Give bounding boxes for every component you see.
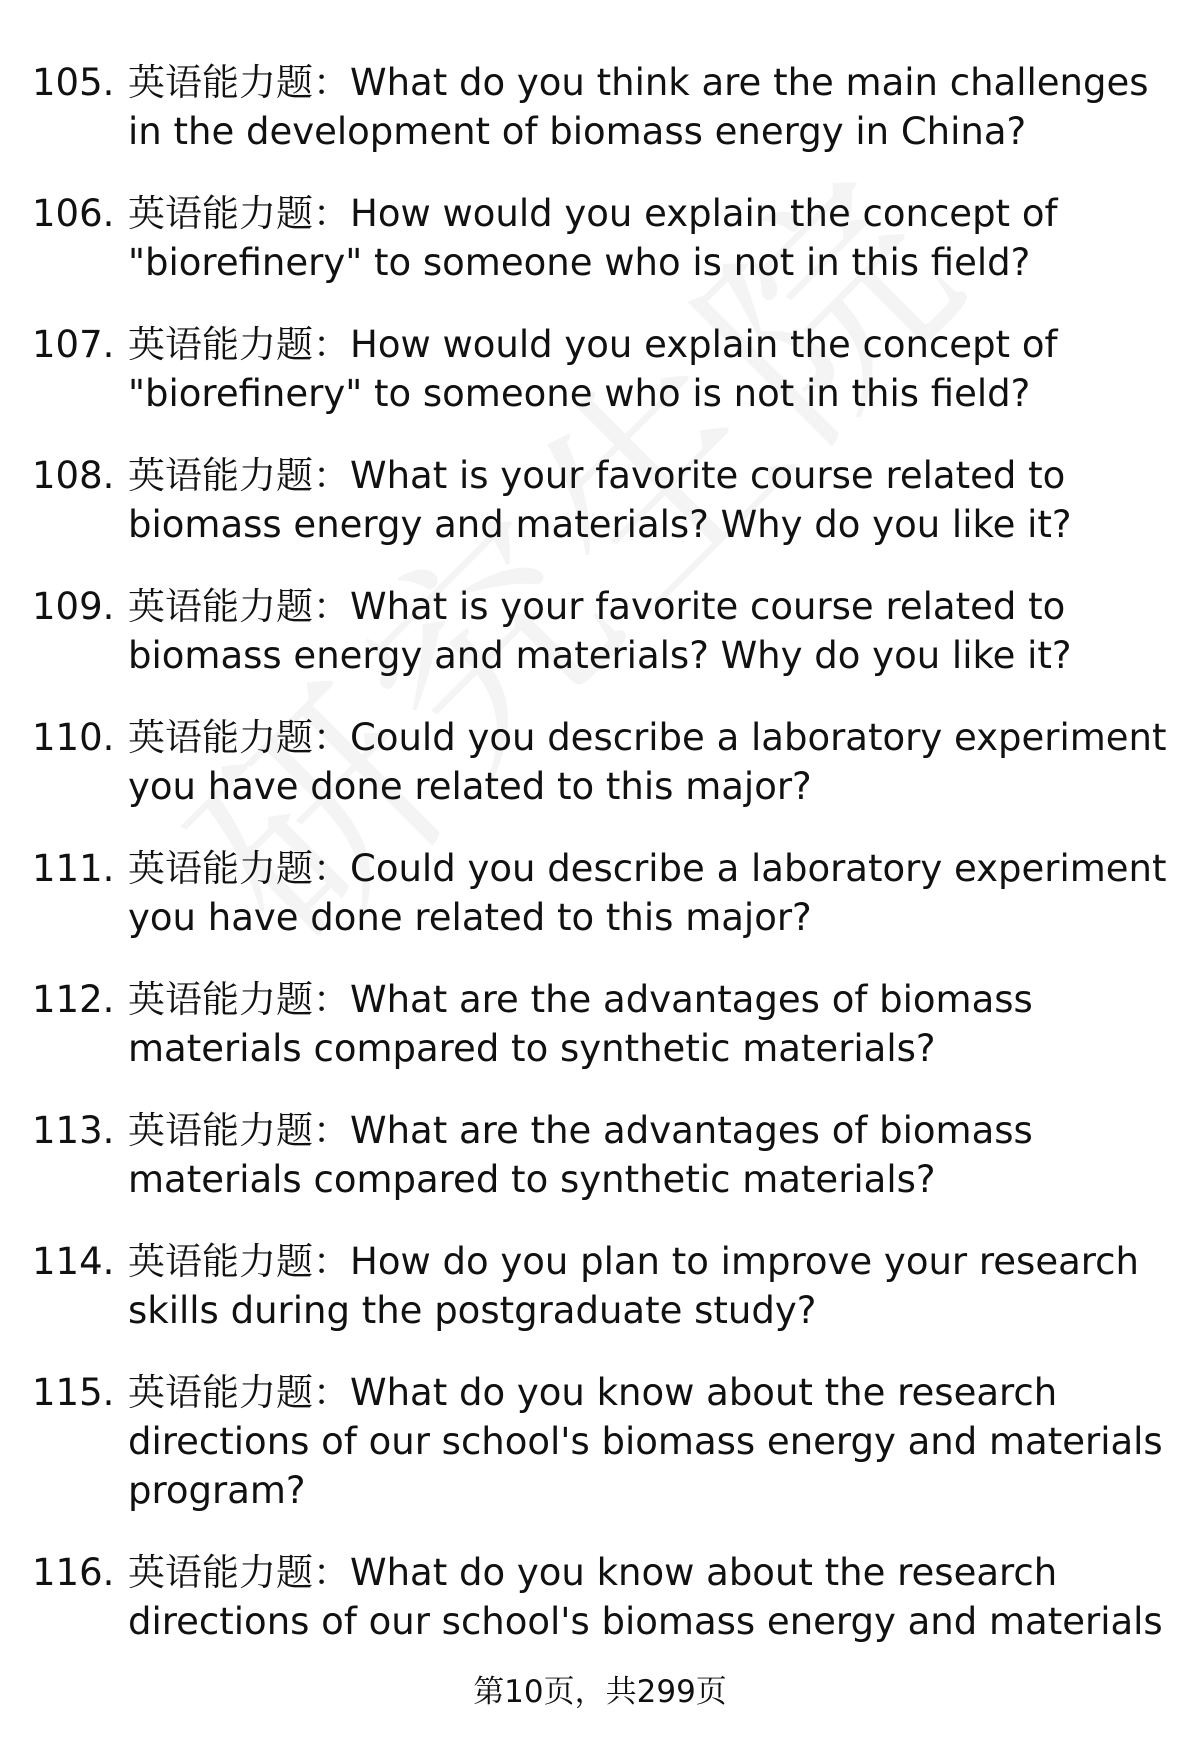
question-number: 112. <box>32 978 115 1021</box>
question-number: 106. <box>32 192 115 235</box>
question-list <box>32 58 1172 1679</box>
question-body <box>128 975 1168 1073</box>
question-body <box>128 1548 1168 1646</box>
question-number: 110. <box>32 716 115 759</box>
question-number: 113. <box>32 1109 115 1152</box>
question-item <box>32 189 1172 287</box>
question-item <box>32 320 1172 418</box>
question-item <box>32 844 1172 942</box>
question-text: How do you plan to improve your research skills during the postgraduate study? <box>128 1240 1139 1332</box>
question-prefix: 英语能力题： <box>128 1240 350 1283</box>
question-body <box>128 1368 1168 1515</box>
question-prefix: 英语能力题： <box>128 978 350 1021</box>
question-text: Could you describe a laboratory experiment you have done related to this major? <box>128 716 1167 808</box>
question-body <box>128 713 1168 811</box>
question-text: What are the advantages of biomass materials compared to synthetic materials? <box>128 1109 1033 1201</box>
question-item <box>32 975 1172 1073</box>
page-footer: 第10页，共299页 <box>473 1674 727 1710</box>
question-number: 105. <box>32 61 115 104</box>
question-body <box>128 451 1168 549</box>
question-body <box>128 582 1168 680</box>
question-number: 109. <box>32 585 115 628</box>
question-prefix: 英语能力题： <box>128 1551 350 1594</box>
question-number: 111. <box>32 847 115 890</box>
question-prefix: 英语能力题： <box>128 1109 350 1152</box>
question-body <box>128 844 1168 942</box>
question-body <box>128 1106 1168 1204</box>
question-prefix: 英语能力题： <box>128 192 350 235</box>
question-item <box>32 58 1172 156</box>
question-item <box>32 582 1172 680</box>
question-text: What is your favorite course related to biomass energy and materials? Why do you like it? <box>128 454 1072 546</box>
question-prefix: 英语能力题： <box>128 1371 350 1414</box>
question-item <box>32 451 1172 549</box>
question-number: 107. <box>32 323 115 366</box>
question-item <box>32 713 1172 811</box>
question-number: 115. <box>32 1371 115 1414</box>
question-item <box>32 1237 1172 1335</box>
question-body <box>128 189 1168 287</box>
question-text: What are the advantages of biomass materials compared to synthetic materials? <box>128 978 1033 1070</box>
question-prefix: 英语能力题： <box>128 847 350 890</box>
question-number: 108. <box>32 454 115 497</box>
question-item <box>32 1368 1172 1515</box>
question-prefix: 英语能力题： <box>128 61 350 104</box>
question-number: 116. <box>32 1551 115 1594</box>
question-prefix: 英语能力题： <box>128 716 350 759</box>
question-text: How would you explain the concept of "biorefinery" to someone who is not in this field? <box>128 323 1058 415</box>
question-prefix: 英语能力题： <box>128 323 350 366</box>
question-item <box>32 1106 1172 1204</box>
question-text: What do you think are the main challenges in the development of biomass energy in China? <box>128 61 1149 153</box>
question-text: What is your favorite course related to biomass energy and materials? Why do you like it? <box>128 585 1072 677</box>
question-text: What do you know about the research directions of our school's biomass energy and materials <box>128 1551 1163 1643</box>
question-item <box>32 1548 1172 1646</box>
question-text: Could you describe a laboratory experiment you have done related to this major? <box>128 847 1167 939</box>
question-prefix: 英语能力题： <box>128 585 350 628</box>
question-text: What do you know about the research directions of our school's biomass energy and materials program? <box>128 1371 1163 1512</box>
question-text: How would you explain the concept of "biorefinery" to someone who is not in this field? <box>128 192 1058 284</box>
question-body <box>128 1237 1168 1335</box>
question-number: 114. <box>32 1240 115 1283</box>
question-prefix: 英语能力题： <box>128 454 350 497</box>
question-body <box>128 320 1168 418</box>
question-body <box>128 58 1168 156</box>
